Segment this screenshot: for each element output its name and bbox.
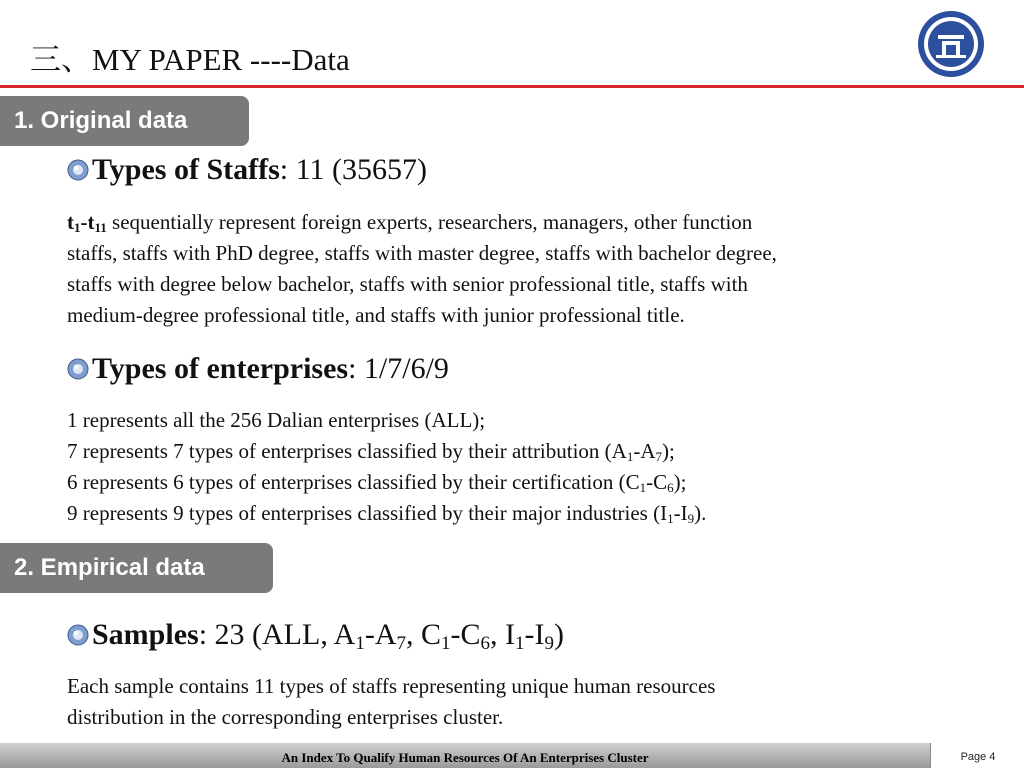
- staffs-count: : 11 (35657): [279, 153, 427, 186]
- university-seal-icon: [916, 9, 986, 79]
- enterprises-description: 1 represents all the 256 Dalian enterprises (ALL); 7 represents 7 types of enterprises classified by their attribution $(A_1-A_7)$; 6 represents 6 types of enterprises classified by their certification $(C_1-C_6)$; 9 represents 9 types of enterprises classified by their major industries $(I_1-I_9)$.: [67, 408, 707, 526]
- section-label-original-data: 1. Original data: [0, 96, 249, 146]
- samples-description: Each sample contains 11 types of staffs representing unique human resources distribution in the corresponding enterprises cluster.: [67, 674, 716, 729]
- enterprises-counts: : 1/7/6/9: [348, 352, 449, 385]
- bullet-types-of-enterprises: [67, 352, 449, 386]
- enterprises-heading: Types of enterprises: [92, 352, 349, 385]
- globe-bullet-icon: [67, 159, 89, 181]
- staffs-heading: Types of Staffs: [92, 153, 280, 186]
- section-label-empirical-data: 2. Empirical data: [0, 543, 273, 593]
- slide-title: 三、MY PAPER ----Data: [30, 42, 350, 77]
- title-underline: [0, 85, 1024, 88]
- footer-bar: [0, 743, 1024, 768]
- globe-bullet-icon: [67, 358, 89, 380]
- samples-heading: Samples: [92, 618, 199, 651]
- globe-bullet-icon: [67, 624, 89, 646]
- staffs-description: $t_1-t_{11}$ sequentially represent foreign experts, researchers, managers, other function staffs, staffs with PhD degree, staffs with master degree, staffs with bachelor degree, staffs with degree below bachelor, staffs with senior professional title, staffs with medium-degree professional title, and staffs with junior professional title.: [67, 210, 777, 327]
- page-number: Page 4: [930, 743, 1024, 768]
- bullet-samples: Samples: 23 (ALL, $A_1-A_7$, $C_1-C_6$, $I_1-I_9$): [67, 618, 564, 652]
- bullet-types-of-staffs: [67, 153, 427, 187]
- footer-title: An Index To Qualify Human Resources Of An Enterprises Cluster: [281, 750, 649, 765]
